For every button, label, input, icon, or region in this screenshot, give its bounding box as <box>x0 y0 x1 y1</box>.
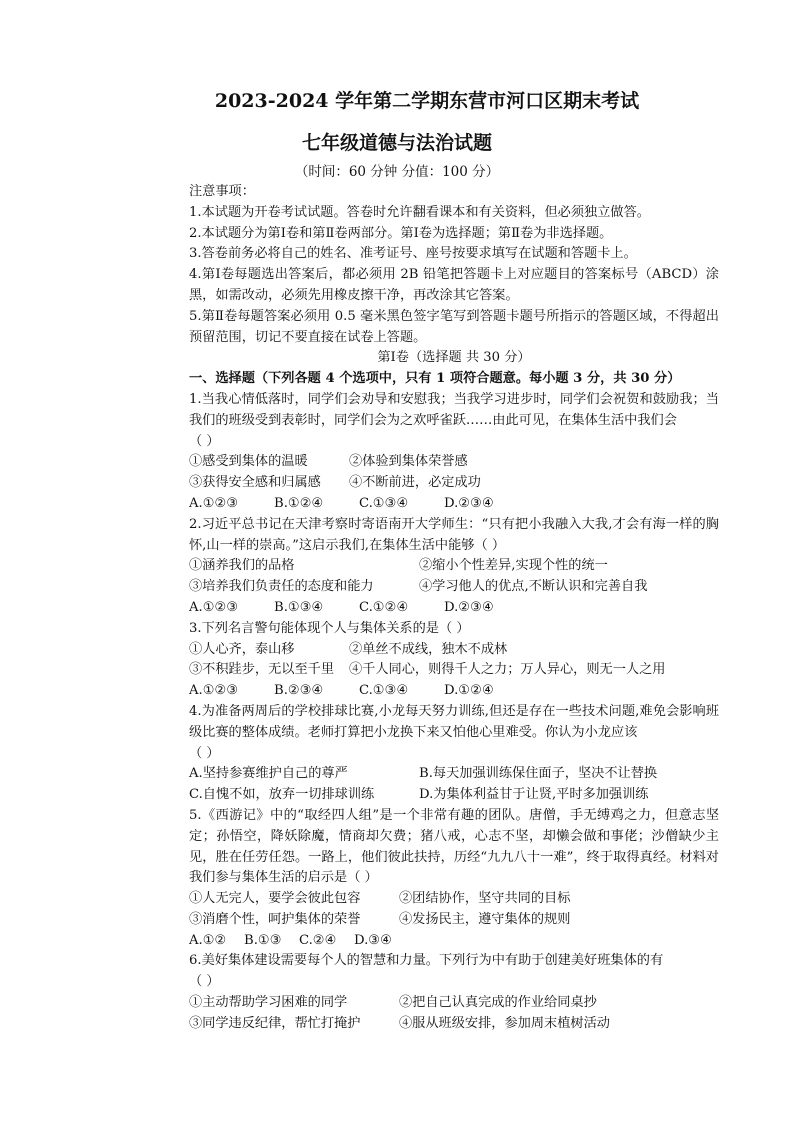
option-row <box>189 1014 719 1035</box>
option-row <box>189 660 719 681</box>
answer-choice: C.①③④ <box>359 495 409 511</box>
question-stem: 2.习近平总书记在天津考察时寄语南开大学师生：“只有把小我融入大我,才会有海一样的胸怀,山一样的崇高。”这启示我们,在集体生活中能够（ ） <box>189 516 719 553</box>
option: ①主动帮助学习困难的同学 <box>189 995 348 1011</box>
option: D.为集体利益甘于让贤,平时多加强训练 <box>419 787 649 803</box>
option: ④发扬民主，遵守集体的规则 <box>399 911 571 927</box>
option-row <box>189 785 719 806</box>
exam-content <box>189 182 719 1035</box>
option-row <box>189 452 719 473</box>
answer-blank: （ ） <box>189 433 220 449</box>
section-title: 第Ⅰ卷（选择题 共 30 分） <box>377 350 531 366</box>
answer-choice: D.③④ <box>354 932 392 948</box>
exam-subtitle: 七年级道德与法治试题 <box>301 132 492 154</box>
answer-choice: A.①②③ <box>189 599 239 615</box>
option: ②把自己认真完成的作业给同桌抄 <box>399 995 597 1011</box>
answer-choice: B.①③④ <box>274 599 324 615</box>
answer-blank: （ ） <box>189 974 220 990</box>
option: ③不积跬步，无以至千里 <box>189 662 335 678</box>
option: ②体验到集体荣誉感 <box>349 454 468 470</box>
option-row <box>189 556 719 577</box>
note-item: 3.答卷前务必将自己的姓名、准考证号、座号按要求填写在试题和答题卡上。 <box>189 246 637 262</box>
answer-choice: D.②③④ <box>444 599 494 615</box>
note-item: 4.第Ⅰ卷每题选出答案后，都必须用 2B 铅笔把答题卡上对应题目的答案标号（ABCD）涂黑，如需改动，必须先用橡皮擦干净，再改涂其它答案。 <box>189 267 719 303</box>
option-row <box>189 473 719 494</box>
option: ③同学违反纪律，帮忙打掩护 <box>189 1015 361 1031</box>
answer-choices <box>189 598 719 619</box>
option-row <box>189 889 719 910</box>
question-stem: 4.为准备两周后的学校排球比赛,小龙每天努力训练,但还是存在一些技术问题,难免会影响班级比赛的整体成绩。老师打算把小龙换下来又怕他心里难受。你认为小龙应该 <box>189 703 719 740</box>
question-stem: 5.《西游记》中的“取经四人组”是一个非常有趣的团队。唐僧，手无缚鸡之力，但意志坚定；孙悟空，降妖除魔，情商却欠费；猪八戒，心志不坚，却懒会做和事佬；沙僧缺少主见，胜在任劳任怨。一路上，他们彼此扶持，历经“九九八十一难”，终于取得真经。材料对我们参与集体生活的启示是（ ） <box>189 807 719 886</box>
answer-choice: B.②③④ <box>274 683 324 699</box>
answer-choices <box>189 931 719 952</box>
option: ④千人同心，则得千人之力；万人异心，则无一人之用 <box>349 662 666 678</box>
option: ①人心齐，泰山移 <box>189 641 295 657</box>
question-stem: 1.当我心情低落时，同学们会劝导和安慰我；当我学习进步时，同学们会祝贺和鼓励我；当我们的班级受到表彰时，同学们会为之欢呼雀跃……由此可见，在集体生活中我们会 <box>189 391 719 428</box>
answer-choice: D.②③④ <box>444 495 494 511</box>
option-row <box>189 993 719 1014</box>
option: B.每天加强训练保住面子，坚决不让替换 <box>419 766 658 782</box>
option: A.坚持参赛维护自己的尊严 <box>189 766 348 782</box>
answer-choice: D.①②④ <box>444 683 494 699</box>
note-item: 2.本试题分为第Ⅰ卷和第Ⅱ卷两部分。第Ⅰ卷为选择题；第Ⅱ卷为非选择题。 <box>189 225 613 241</box>
option: ②单丝不成线，独木不成林 <box>349 641 508 657</box>
option: ③获得安全感和归属感 <box>189 475 321 491</box>
exam-title: 2023-2024 学年第二学期东营市河口区期末考试 <box>214 90 640 112</box>
question-stem: 3.下列名言警句能体现个人与集体关系的是（ ） <box>189 620 470 636</box>
answer-choice: B.①②④ <box>274 495 324 511</box>
answer-choice: A.①② <box>189 932 227 948</box>
answer-choice: A.①②③ <box>189 683 239 699</box>
answer-choices <box>189 681 719 702</box>
note-item: 5.第Ⅱ卷每题答案必须用 0.5 毫米黑色签字笔写到答题卡题号所指示的答题区域，不得超出预留范围，切记不要直接在试卷上答题。 <box>189 308 719 345</box>
option: ②团结协作，坚守共同的目标 <box>399 891 571 907</box>
note-item: 1.本试题为开卷考试试题。答卷时允许翻看课本和有关资料，但必须独立做答。 <box>189 204 650 220</box>
option: ①人无完人，要学会彼此包容 <box>189 891 361 907</box>
answer-choice: C.①②④ <box>359 599 409 615</box>
option-row <box>189 577 719 598</box>
answer-choice: B.①③ <box>244 932 282 948</box>
option: ④学习他人的优点,不断认识和完善自我 <box>419 579 648 595</box>
option: ①涵养我们的品格 <box>189 558 295 574</box>
option: ③消磨个性，呵护集体的荣誉 <box>189 911 361 927</box>
option-row <box>189 640 719 661</box>
option: ④服从班级安排，参加周末植树活动 <box>399 1015 610 1031</box>
answer-blank: （ ） <box>189 745 220 761</box>
notes-heading: 注意事项： <box>189 184 255 199</box>
option: C.自愧不如，放弃一切排球训练 <box>189 787 375 803</box>
time-score-info: （时间：60 分钟 分值：100 分） <box>294 164 500 180</box>
answer-choice: C.①③④ <box>359 683 409 699</box>
section-instruction: 一、选择题（下列各题 4 个选项中，只有 1 项符合题意。每小题 3 分，共 30 分） <box>189 371 681 387</box>
option: ④不断前进，必定成功 <box>349 475 481 491</box>
option-row <box>189 910 719 931</box>
answer-choice: A.①②③ <box>189 495 239 511</box>
answer-choice: C.②④ <box>299 932 337 948</box>
option: ②缩小个性差异,实现个性的统一 <box>419 558 608 574</box>
option-row <box>189 764 719 785</box>
option: ①感受到集体的温暖 <box>189 454 308 470</box>
answer-choices <box>189 494 719 515</box>
option: ③培养我们负责任的态度和能力 <box>189 579 374 595</box>
question-stem: 6.美好集体建设需要每个人的智慧和力量。下列行为中有助于创建美好班集体的有 <box>189 953 664 969</box>
